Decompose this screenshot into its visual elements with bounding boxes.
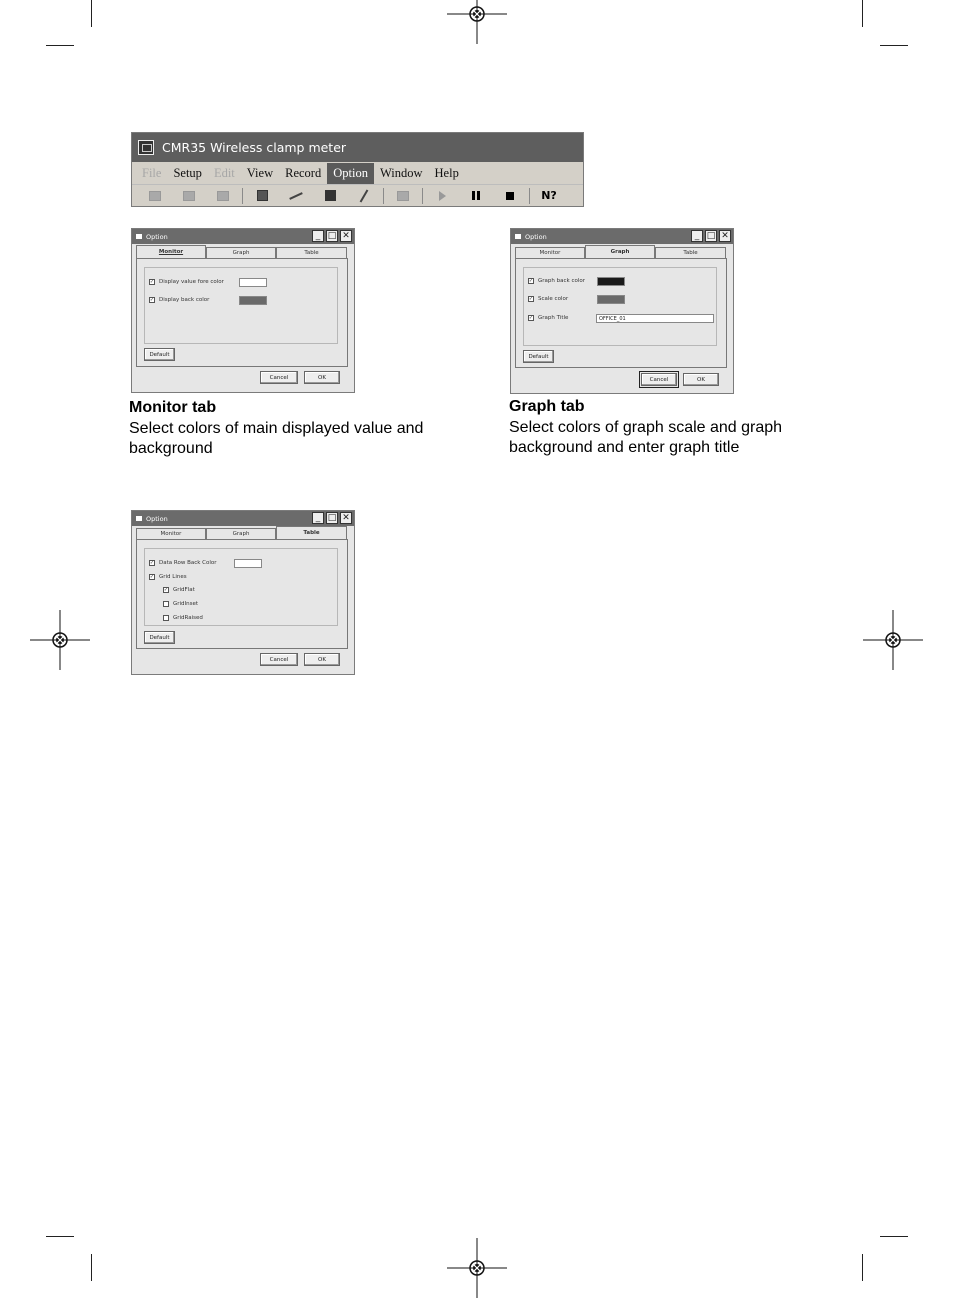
- option-row: [149, 279, 224, 285]
- crop-mark: [46, 45, 74, 46]
- graph-tab-caption-desc: [509, 418, 849, 457]
- option-row: [149, 560, 217, 566]
- tab-table[interactable]: Table: [655, 247, 726, 258]
- open-button[interactable]: [138, 187, 172, 205]
- checkbox-grid-inset[interactable]: [163, 601, 169, 607]
- toolbar-separator: [422, 188, 423, 204]
- dialog-title-bar: [132, 229, 354, 244]
- print-button[interactable]: [206, 187, 240, 205]
- tab-monitor-label: Monitor: [158, 249, 184, 255]
- tab-table[interactable]: Table: [276, 526, 347, 539]
- close-button[interactable]: ✕: [719, 230, 731, 242]
- option-row: [163, 601, 198, 607]
- toolbar-separator: [242, 188, 243, 204]
- default-button[interactable]: Default: [144, 348, 175, 361]
- dialog-title-bar: [132, 511, 354, 526]
- graph-button[interactable]: [313, 187, 347, 205]
- dialog-icon: [515, 234, 521, 239]
- option-row: [528, 296, 568, 302]
- printer-icon: [397, 191, 409, 201]
- menu-bar: [132, 162, 583, 185]
- option-row: [163, 587, 195, 593]
- option-label: Graph Title: [538, 315, 569, 321]
- tab-monitor[interactable]: Monitor: [136, 528, 206, 539]
- option-row: [528, 315, 568, 321]
- caption-line: Select colors of main displayed value and: [129, 420, 424, 437]
- toolbar: [132, 185, 583, 206]
- dialog-title: Option: [146, 232, 168, 241]
- scale-color-swatch[interactable]: [597, 295, 625, 304]
- option-label: GridInset: [173, 601, 199, 607]
- registration-mark-icon: [447, 1238, 507, 1298]
- stop-button[interactable]: [493, 187, 527, 205]
- option-label: Scale color: [538, 296, 569, 302]
- crop-mark: [91, 1254, 92, 1281]
- tab-panel: [515, 258, 727, 368]
- checkbox-grid-flat[interactable]: ✓: [163, 586, 169, 593]
- crop-mark: [46, 1236, 74, 1237]
- close-button[interactable]: ✕: [340, 230, 352, 242]
- menu-view[interactable]: View: [246, 165, 274, 180]
- crop-mark: [862, 0, 863, 27]
- minimize-button[interactable]: _: [312, 230, 324, 242]
- minimize-button[interactable]: _: [312, 512, 324, 524]
- graph-back-color-swatch[interactable]: [597, 277, 625, 286]
- registration-mark-icon: [30, 610, 90, 670]
- menu-window[interactable]: Window: [379, 165, 423, 180]
- dialog-title-bar: [511, 229, 733, 244]
- chart-button[interactable]: [279, 187, 313, 205]
- printer-button[interactable]: [386, 187, 420, 205]
- dialog-icon: [136, 234, 142, 239]
- tab-graph[interactable]: Graph: [206, 247, 276, 258]
- toolbar-separator: [383, 188, 384, 204]
- cancel-button[interactable]: Cancel: [260, 653, 298, 666]
- option-row: [163, 615, 203, 621]
- tab-strip: [136, 247, 347, 258]
- caption-line: background: [129, 439, 213, 457]
- option-label: Display back color: [159, 297, 210, 303]
- fore-color-swatch[interactable]: [239, 278, 267, 287]
- tab-graph[interactable]: Graph: [206, 528, 276, 539]
- crop-mark: [91, 0, 92, 27]
- menu-file[interactable]: File: [142, 165, 162, 180]
- menu-setup[interactable]: Setup: [173, 165, 202, 180]
- crop-mark: [880, 1236, 908, 1237]
- stop-record-icon: [257, 190, 268, 201]
- toolbar-separator: [529, 188, 530, 204]
- ok-button[interactable]: OK: [304, 653, 340, 666]
- tab-panel: [136, 258, 348, 367]
- crop-mark: [880, 45, 908, 46]
- option-label: Data Row Back Color: [159, 560, 217, 566]
- pause-icon: [472, 191, 480, 200]
- save-icon: [183, 191, 195, 201]
- checkbox-data-row-back-color[interactable]: ✓: [149, 559, 155, 566]
- print-icon: [217, 191, 229, 201]
- checkbox-grid-raised[interactable]: [163, 615, 169, 621]
- tab-monitor[interactable]: [136, 245, 206, 258]
- play-icon: [439, 191, 446, 201]
- open-icon: [149, 191, 161, 201]
- monitor-tab-caption-desc: [129, 419, 489, 458]
- menu-option[interactable]: Option: [327, 163, 374, 184]
- tab-table[interactable]: Table: [276, 247, 347, 258]
- dialog-title: Option: [525, 232, 547, 241]
- graph-icon: [325, 190, 336, 201]
- checkbox-back-color[interactable]: ✓: [149, 296, 155, 303]
- option-dialog-table: [131, 510, 355, 675]
- menu-record[interactable]: Record: [285, 165, 322, 180]
- option-row: [149, 574, 187, 580]
- option-label: Graph back color: [538, 278, 585, 284]
- ok-button[interactable]: OK: [683, 373, 719, 386]
- tab-panel: [136, 539, 348, 649]
- pause-button[interactable]: [459, 187, 493, 205]
- crop-mark: [862, 1254, 863, 1281]
- option-label: GridFlat: [173, 587, 195, 593]
- option-dialog-graph: [510, 228, 734, 394]
- dialog-icon: [136, 516, 142, 521]
- tab-strip: [515, 247, 726, 258]
- cancel-button[interactable]: Cancel: [641, 373, 677, 386]
- chart-icon: [289, 192, 303, 200]
- checkbox-grid-lines[interactable]: ✓: [149, 573, 155, 580]
- ok-button[interactable]: OK: [304, 371, 340, 384]
- help-icon: N?: [541, 189, 557, 202]
- graph-title-input[interactable]: OFFICE_01: [596, 314, 714, 323]
- maximize-button[interactable]: □: [706, 230, 716, 241]
- registration-mark-icon: [447, 0, 507, 44]
- tab-monitor[interactable]: Monitor: [515, 247, 585, 258]
- play-button[interactable]: [425, 187, 459, 205]
- option-label: GridRaised: [173, 615, 203, 621]
- data-row-color-swatch[interactable]: [234, 559, 262, 568]
- minimize-button[interactable]: _: [691, 230, 703, 242]
- caption-line: background and enter graph title: [509, 438, 740, 456]
- tab-graph[interactable]: Graph: [585, 245, 655, 258]
- probe-button[interactable]: [347, 187, 381, 205]
- checkbox-graph-back-color[interactable]: ✓: [528, 277, 534, 284]
- option-label: Grid Lines: [159, 574, 187, 580]
- probe-icon: [360, 189, 369, 202]
- app-title-bar: [132, 133, 583, 162]
- back-color-swatch[interactable]: [239, 296, 267, 305]
- option-dialog-monitor: [131, 228, 355, 393]
- options-group: [144, 267, 338, 344]
- caption-line: Select colors of graph scale and graph: [509, 419, 783, 436]
- stop-record-button[interactable]: [245, 187, 279, 205]
- cancel-button[interactable]: Cancel: [260, 371, 298, 384]
- close-button[interactable]: ✕: [340, 512, 352, 524]
- options-group: [144, 548, 338, 626]
- checkbox-graph-title[interactable]: ✓: [528, 314, 534, 321]
- menu-help[interactable]: Help: [434, 165, 459, 180]
- app-window: [131, 132, 584, 207]
- options-group: [523, 267, 717, 346]
- dialog-title: Option: [146, 514, 168, 523]
- graph-tab-caption-title: Graph tab: [509, 398, 585, 415]
- maximize-button[interactable]: □: [327, 512, 337, 523]
- app-title: CMR35 Wireless clamp meter: [162, 140, 347, 155]
- option-row: [528, 278, 585, 284]
- help-button[interactable]: [532, 187, 566, 205]
- tab-strip: [136, 528, 347, 539]
- app-icon: [138, 140, 154, 155]
- stop-icon: [506, 192, 514, 200]
- checkbox-fore-color[interactable]: ✓: [149, 278, 155, 285]
- default-button[interactable]: Default: [523, 350, 554, 363]
- checkbox-scale-color[interactable]: ✓: [528, 295, 534, 302]
- menu-edit[interactable]: Edit: [213, 165, 235, 180]
- monitor-tab-caption-title: Monitor tab: [129, 399, 217, 416]
- option-row: [149, 297, 209, 303]
- registration-mark-icon: [863, 610, 923, 670]
- save-button[interactable]: [172, 187, 206, 205]
- option-label: Display value fore color: [159, 279, 224, 285]
- default-button[interactable]: Default: [144, 631, 175, 644]
- maximize-button[interactable]: □: [327, 230, 337, 241]
